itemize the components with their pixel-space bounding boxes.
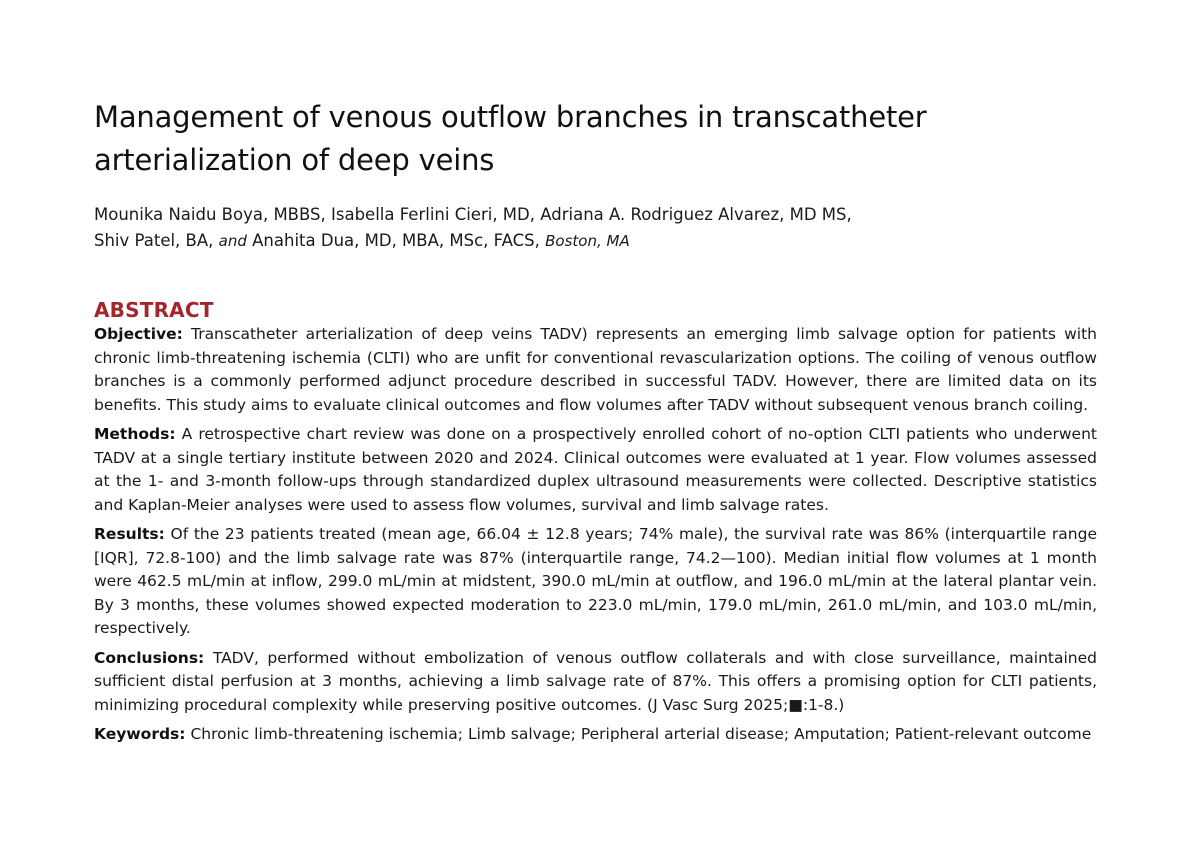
authors-line-2 <box>94 228 1097 254</box>
results-text: Of the 23 patients treated (mean age, 66.04 ± 12.8 years; 74% male), the survival rate was 86% (interquartile range [IQR], 72.8-100) and the limb salvage rate was 87% (interquartile range, 74.2—100). Median initial flow volumes at 1 month were 462.5 mL/min at inflow, 299.0 mL/min at midstent, 390.0 mL/min at outflow, and 196.0 mL/min at the lateral plantar vein. By 3 months, these volumes showed expected moderation to 223.0 mL/min, 179.0 mL/min, 261.0 mL/min, and 103.0 mL/min, respectively. <box>94 525 1097 637</box>
authors-line-1: Mounika Naidu Boya, MBBS, Isabella Ferlini Cieri, MD, Adriana A. Rodriguez Alvarez, MD MS, <box>94 205 852 224</box>
conclusions-label: Conclusions: <box>94 648 205 667</box>
objective-label: Objective: <box>94 325 183 343</box>
objective-section <box>94 323 1097 417</box>
results-section <box>94 523 1097 641</box>
abstract-heading: ABSTRACT <box>94 298 214 322</box>
author-shiv-patel: Shiv Patel, BA, <box>94 231 214 250</box>
article-title: Management of venous outflow branches in transcatheter arterialization of deep veins <box>94 100 927 177</box>
conclusions-text: TADV, performed without embolization of venous outflow collaterals and with close surveillance, maintained sufficient distal perfusion at 3 months, achieving a limb salvage rate of 87%. This offers a promising option for CLTI patients, minimizing procedural complexity while preserving positive outcomes. (J Vasc Surg 2025;■:1-8.) <box>94 648 1097 714</box>
keywords-text: Chronic limb-threatening ischemia; Limb salvage; Peripheral arterial disease; Amputation; Patient-relevant outcome <box>190 725 1092 743</box>
author-list <box>94 202 1097 254</box>
methods-section <box>94 423 1097 517</box>
keywords-label: Keywords: <box>94 725 186 743</box>
article-page <box>94 96 1097 753</box>
methods-text: A retrospective chart review was done on a prospectively enrolled cohort of no-option CLTI patients who underwent TADV at a single tertiary institute between 2020 and 2024. Clinical outcomes were evaluated at 1 year. Flow volumes assessed at the 1- and 3-month follow-ups through standardized duplex ultrasound measurements were collected. Descriptive statistics and Kaplan-Meier analyses were used to assess flow volumes, survival and limb salvage rates. <box>94 425 1097 514</box>
keywords-section <box>94 723 1097 747</box>
objective-text: Transcatheter arterialization of deep veins TADV) represents an emerging limb salvage option for patients with chronic limb-threatening ischemia (CLTI) who are unfit for conventional revascularization options. The coiling of venous outflow branches is a commonly performed adjunct procedure described in successful TADV. However, there are limited data on its benefits. This study aims to evaluate clinical outcomes and flow volumes after TADV without subsequent venous branch coiling. <box>94 325 1097 414</box>
author-location: Boston, MA <box>545 232 630 250</box>
authors-and: and <box>218 232 247 250</box>
methods-label: Methods: <box>94 425 176 443</box>
conclusions-section <box>94 647 1097 718</box>
author-anahita-dua: Anahita Dua, MD, MBA, MSc, FACS, <box>252 231 540 250</box>
results-label: Results: <box>94 525 165 543</box>
